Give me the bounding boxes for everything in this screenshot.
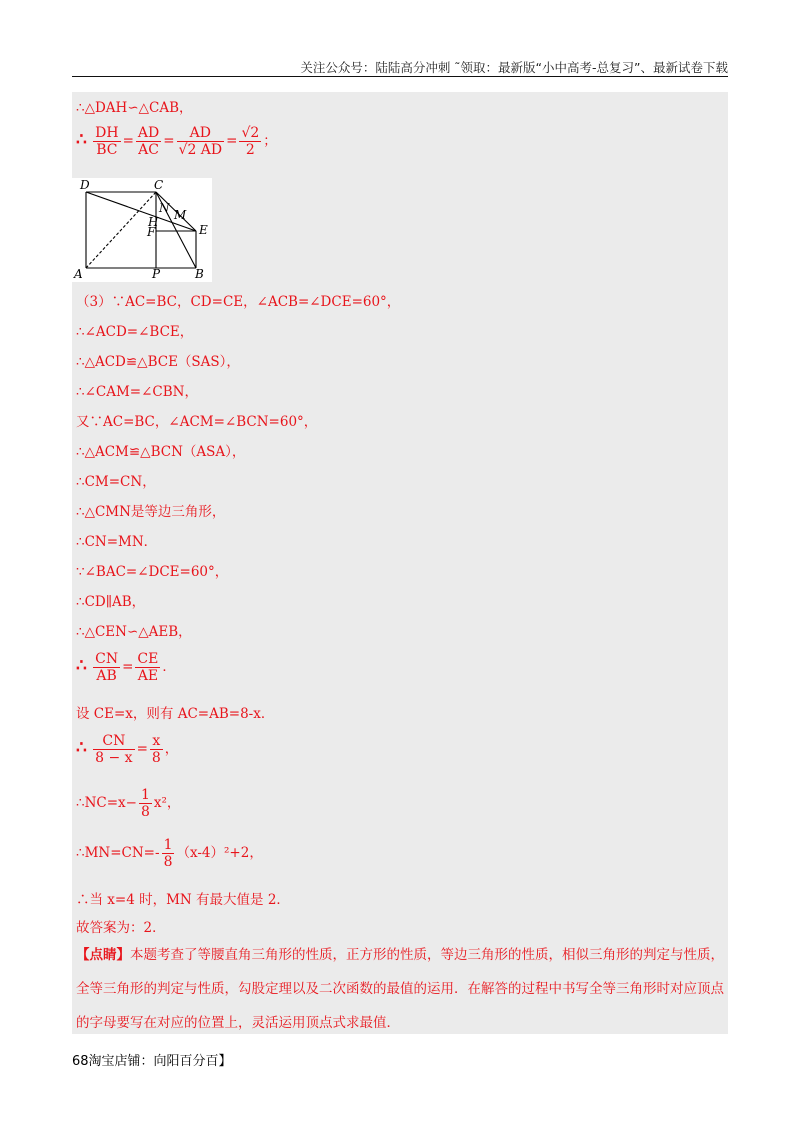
- fraction: $\frac{AD}{AC}$: [137, 125, 160, 158]
- fraction: $\frac{CN}{8 - x}$: [95, 733, 133, 766]
- label-P: P: [152, 267, 161, 281]
- line-2: ∴ $\frac{DH}{BC}$ = $\frac{AD}{AC}$ = $\frac{AD}{√2 AD}$ = $\frac{√2}{2}$ ；: [76, 125, 277, 158]
- label-F: F: [147, 225, 156, 239]
- label-B: B: [195, 267, 204, 281]
- label-N: N: [159, 201, 170, 215]
- line-5: ∴△ACD≌△BCE（SAS），: [76, 354, 240, 370]
- line-17: ∴ $\frac{CN}{8 - x}$ = $\frac{x}{8}$ ，: [76, 733, 179, 766]
- line-13: ∴CD∥AB，: [76, 594, 146, 610]
- label-D: D: [80, 178, 90, 192]
- fraction: $\frac{1}{8}$: [140, 787, 150, 820]
- label-E: E: [199, 223, 208, 237]
- label-C: C: [154, 178, 164, 192]
- note-paragraph: [76, 938, 724, 1040]
- label-A: A: [74, 267, 83, 281]
- line-3: （3）∵AC=BC，CD=CE，∠ACB=∠DCE=60°，: [76, 294, 401, 310]
- line-16: 设 CE=x，则有 AC=AB=8-x．: [76, 706, 275, 722]
- line-18: ∴NC=x− $\frac{1}{8}$ x²，: [76, 787, 181, 820]
- fraction: $\frac{x}{8}$: [151, 733, 161, 766]
- line-11: ∴CN=MN．: [76, 534, 158, 550]
- page-footer: 68淘宝店铺：向阳百分百】: [72, 1054, 232, 1069]
- line-10: ∴△CMN是等边三角形，: [76, 504, 226, 520]
- fraction: $\frac{CN}{AB}$: [95, 651, 119, 684]
- geometry-figure: [72, 178, 212, 282]
- line-14: ∴△CEN∽△AEB，: [76, 624, 192, 640]
- line-20: ∴当 x=4 时，MN 有最大值是 2．: [76, 892, 290, 908]
- fraction: $\frac{AD}{√2 AD}$: [178, 125, 223, 158]
- line-4: ∴∠ACD=∠BCE，: [76, 324, 194, 340]
- note-label: 【点睛】: [76, 947, 130, 963]
- label-H: H: [148, 215, 159, 229]
- line-7: 又∵AC=BC，∠ACM=∠BCN=60°，: [76, 414, 318, 430]
- fraction: $\frac{1}{8}$: [163, 837, 173, 870]
- line-12: ∵∠BAC=∠DCE=60°，: [76, 564, 229, 580]
- line-9: ∴CM=CN，: [76, 474, 156, 490]
- line-6: ∴∠CAM=∠CBN，: [76, 384, 198, 400]
- page-header: 关注公众号：陆陆高分冲刺 ˜领取：最新版“小中高考-总复习”、最新试卷下载: [300, 60, 728, 75]
- fraction: $\frac{DH}{BC}$: [95, 125, 119, 158]
- figure-background: [72, 178, 212, 282]
- line-1: ∴△DAH∽△CAB，: [76, 100, 193, 116]
- line-19: ∴MN=CN=- $\frac{1}{8}$ （x-4）²+2，: [76, 837, 263, 870]
- line-21: 故答案为：2．: [76, 920, 166, 936]
- fraction: $\frac{CE}{AE}$: [137, 651, 159, 684]
- fraction: $\frac{√2}{2}$: [241, 125, 260, 158]
- header-rule: [72, 76, 728, 77]
- line-8: ∴△ACM≌△BCN（ASA），: [76, 444, 246, 460]
- line-15: ∴ $\frac{CN}{AB}$ = $\frac{CE}{AE}$ ．: [76, 651, 176, 684]
- note-text: 本题考查了等腰直角三角形的性质，正方形的性质，等边三角形的性质，相似三角形的判定与性质，全等三角形的判定与性质，勾股定理以及二次函数的最值的运用．在解答的过程中书写全等三角形时对应顶点的字母要写在对应的位置上，灵活运用顶点式求最值．: [76, 947, 724, 1031]
- label-M: M: [174, 208, 187, 222]
